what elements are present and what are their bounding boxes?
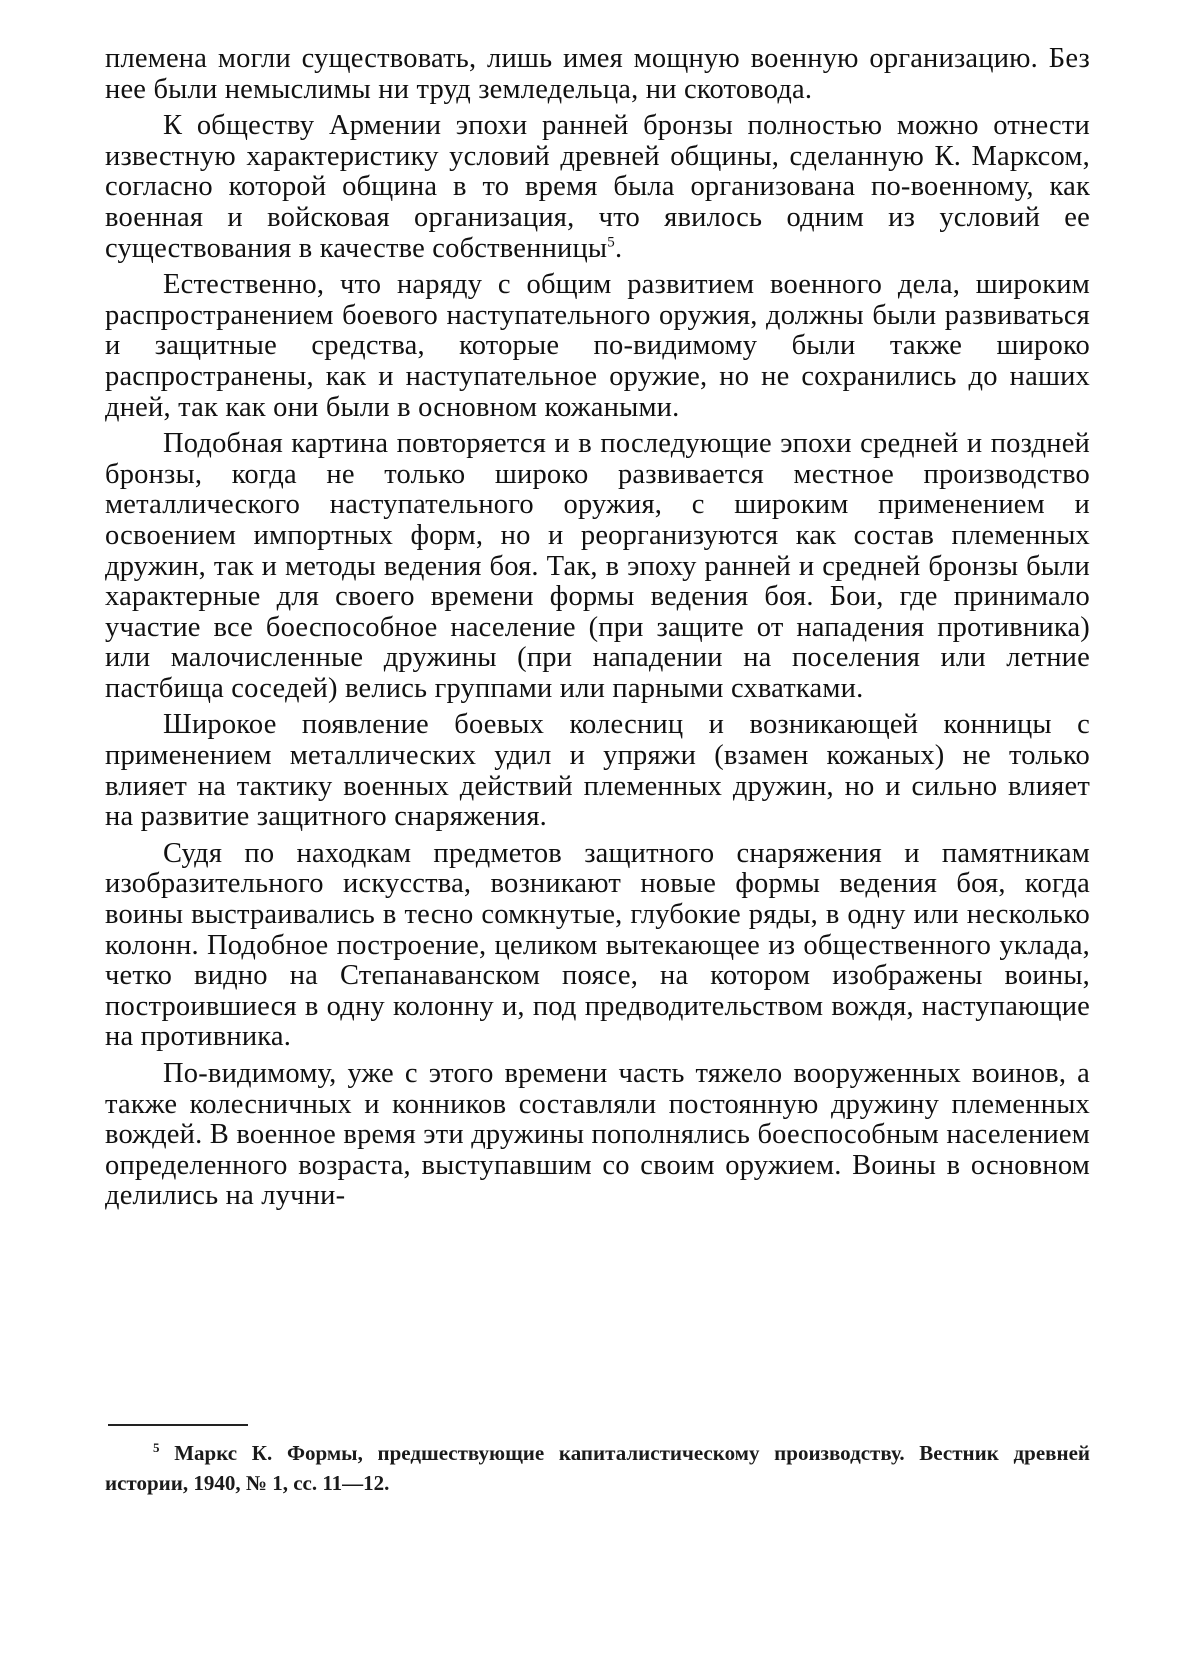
footnote-text: Маркс К. Формы, предшествующие капиталистическому производству. Вестник древней истории, 1940, № 1, сс. 11—12.: [105, 1441, 1091, 1495]
footnote-reference: 5: [607, 234, 615, 251]
footnote-number: 5: [153, 1440, 160, 1455]
paragraph-7: По-видимому, уже с этого времени часть тяжело вооруженных воинов, а также колесничных и конников составляли постоянную дружину племенных вождей. В военное время эти дружины пополнялись боеспособным населением определенного возраста, выступавшим со своим оружием. Воины в основном делились на лучни-: [105, 1058, 1090, 1212]
paragraph-4: Подобная картина повторяется и в последующие эпохи средней и поздней бронзы, когда не только широко развивается местное производство металлического наступательного оружия, с широким применением и освоением импортных форм, но и реорганизуются как состав племенных дружин, так и методы ведения боя. Так, в эпоху ранней и средней бронзы были характерные для своего времени формы ведения боя. Бои, где принимало участие все боеспособное население (при защите от нападения противника) или малочисленные дружины (при нападении на поселения или летние пастбища соседей) велись группами или парными схватками.: [105, 428, 1090, 704]
paragraph-5: Широкое появление боевых колесниц и возникающей конницы с применением металлических удил и упряжи (взамен кожаных) не только влияет на тактику военных действий племенных дружин, но и сильно влияет на развитие защитного снаряжения.: [105, 709, 1090, 833]
paragraph-2-end: .: [614, 232, 623, 264]
paragraph-2: [105, 111, 1090, 264]
footnote: [105, 1438, 1090, 1498]
paragraph-1: племена могли существовать, лишь имея мощную военную организацию. Без нее были немыслимы ни труд земледельца, ни скотовода.: [105, 43, 1090, 105]
paragraph-2-text: К обществу Армении эпохи ранней бронзы полностью можно отнести известную характеристику условий древней общины, сделанную К. Марксом, согласно которой община в то время была организована по-военному, как военная и войсковая организация, что явилось одним из условий ее существования в качестве собственницы: [105, 110, 1090, 264]
paragraph-3: Естественно, что наряду с общим развитием военного дела, широким распространением боевого наступательного оружия, должны были развиваться и защитные средства, которые по-видимому были также широко распространены, как и наступательное оружие, но не сохранились до наших дней, так как они были в основном кожаными.: [105, 269, 1090, 423]
page-body: [105, 44, 1090, 1212]
footnote-separator: [108, 1424, 248, 1426]
paragraph-6: Судя по находкам предметов защитного снаряжения и памятникам изобразительного искусства, возникают новые формы ведения боя, когда воины выстраивались в тесно сомкнутые, глубокие ряды, в одну или несколько колонн. Подобное построение, целиком вытекающее из общественного уклада, четко видно на Степанаванском поясе, на котором изображены воины, построившиеся в одну колонну и, под предводительством вождя, наступающие на противника.: [105, 837, 1090, 1053]
